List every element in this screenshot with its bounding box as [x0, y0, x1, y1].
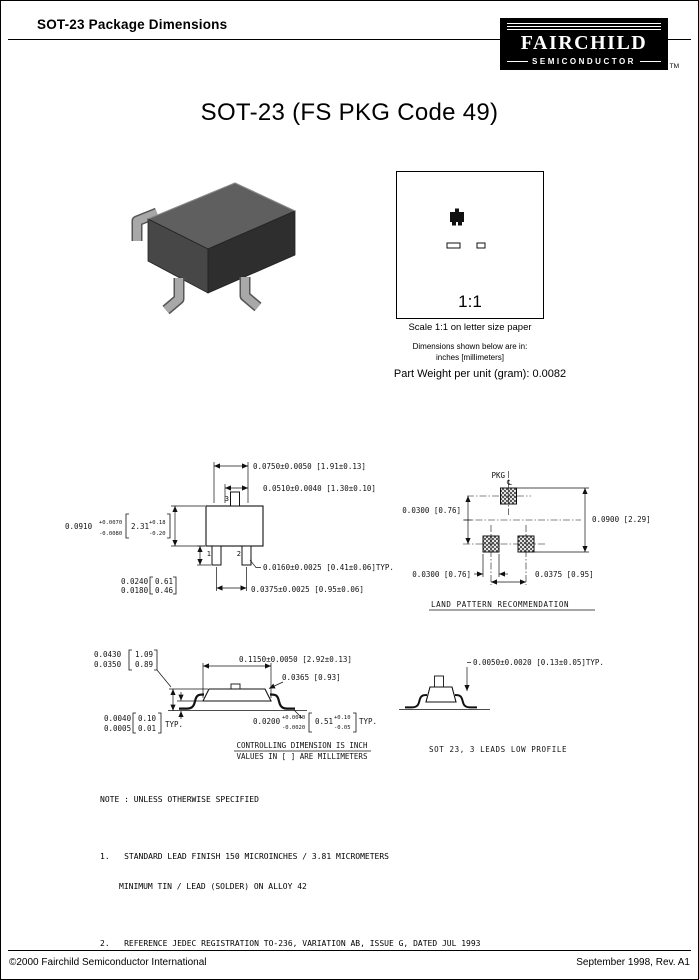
dim-lead-thickness-mm: 0.51	[315, 717, 334, 726]
logo-subtitle-row	[507, 57, 661, 66]
footer-revision: September 1998, Rev. A1	[576, 957, 690, 968]
dim-lead-thickness-in: 0.0200	[253, 717, 281, 726]
note-1-line-2: MINIMUM TIN / LEAD (SOLDER) ON ALLOY 42	[119, 882, 307, 891]
package-3d-body	[148, 183, 295, 293]
footer-divider	[8, 950, 691, 951]
controlling-dimension-note-line2: VALUES IN [ ] ARE MILLIMETERS	[236, 752, 368, 761]
package-end-view-1to1-icon	[477, 243, 485, 248]
units-note-line2: inches [millimeters]	[435, 353, 504, 362]
dim-pattern-height-label: 0.0900 [2.29]	[592, 515, 651, 524]
dim-lead-length-mm-max: 0.61	[155, 577, 174, 586]
dim-height-in-min: 0.0350	[94, 660, 122, 669]
logo-stripe	[507, 29, 661, 30]
dim-lead-length-in-max: 0.0240	[121, 577, 149, 586]
end-view-caption: SOT 23, 3 LEADS LOW PROFILE	[429, 745, 568, 754]
dim-lead-coplanarity-label: 0.0050±0.0020 [0.13±0.05]TYP.	[473, 658, 604, 667]
notes-spacer	[100, 825, 481, 832]
top-view-outline	[206, 492, 263, 565]
dim-body-length-mm: 2.31	[131, 522, 150, 531]
logo-trademark: TM	[669, 63, 679, 70]
controlling-dimension-note-line1: CONTROLLING DIMENSION IS INCH	[236, 741, 368, 750]
dim-lead-pitch-label: 0.0375±0.0025 [0.95±0.06]	[251, 585, 364, 594]
dim-lead-thickness-in-plus: +0.0040	[282, 715, 306, 721]
dim-lead-width-label: 0.0160±0.0025 [0.41±0.06]TYP.	[263, 563, 394, 572]
dim-body-length-in-plus: +0.0070	[99, 520, 123, 526]
dim-top-flat-label: 0.0365 [0.93]	[282, 673, 341, 682]
units-note-line1: Dimensions shown below are in:	[412, 342, 528, 351]
dim-height-in-max: 0.0430	[94, 650, 122, 659]
dim-body-length-in-minus: -0.0080	[99, 531, 123, 537]
scale-1to1-box	[396, 171, 544, 319]
dim-standoff-in-min: 0.0005	[104, 724, 132, 733]
pin3-label: 3	[224, 495, 229, 503]
logo-wordmark: FAIRCHILD	[520, 32, 648, 54]
dim-pad-width-label: 0.0300 [0.76]	[412, 570, 471, 579]
dim-lead-thickness-in-minus: -0.0020	[282, 725, 306, 731]
side-view-labels	[94, 650, 377, 761]
dim-lead-length-mm-min: 0.46	[155, 586, 174, 595]
scale-caption: Scale 1:1 on letter size paper	[408, 322, 532, 333]
end-view-labels	[429, 658, 604, 754]
dim-standoff-typ: TYP.	[165, 720, 184, 729]
dim-standoff-mm-min: 0.01	[138, 724, 157, 733]
end-view-outline	[399, 676, 490, 709]
dim-body-length-mm-plus: +0.18	[149, 520, 166, 526]
notes-section	[100, 775, 481, 969]
logo-rule-right	[640, 61, 661, 62]
dim-height-mm-max: 1.09	[135, 650, 154, 659]
dim-lead-thickness-typ: TYP.	[359, 717, 378, 726]
dim-lead-thickness-mm-minus: -0.05	[334, 725, 351, 731]
part-weight: Part Weight per unit (gram): 0.0082	[393, 368, 567, 380]
package-top-view-1to1-icon	[450, 209, 464, 226]
end-view-dimension-lines	[467, 663, 471, 692]
centerline-symbol: ℄	[507, 478, 512, 487]
dim-standoff-mm-max: 0.10	[138, 714, 157, 723]
notes-spacer	[100, 912, 481, 919]
dim-lead-thickness-mm-plus: +0.10	[334, 715, 351, 721]
page-title: SOT-23 Package Dimensions	[37, 17, 228, 32]
dim-body-width-label: 0.0510±0.0040 [1.30±0.10]	[263, 484, 376, 493]
dim-height-mm-min: 0.89	[135, 660, 154, 669]
dim-lead-length-in-min: 0.0180	[121, 586, 149, 595]
document-title: SOT-23 (FS PKG Code 49)	[200, 99, 499, 126]
logo-stripe	[507, 23, 661, 24]
note-2: 2. REFERENCE JEDEC REGISTRATION TO-236, VARIATION AB, ISSUE G, DATED JUL 1993	[100, 939, 481, 948]
land-pattern-caption: LAND PATTERN RECOMMENDATION	[431, 600, 570, 609]
dim-standoff-in-max: 0.0040	[104, 714, 132, 723]
logo-rule-left	[507, 61, 528, 62]
logo-subtitle: SEMICONDUCTOR	[532, 57, 636, 66]
fairchild-logo	[500, 18, 679, 70]
dim-body-length-in: 0.0910	[65, 522, 93, 531]
pin1-label: 1	[206, 550, 211, 558]
dim-overall-length-label: 0.1150±0.0050 [2.92±0.13]	[239, 655, 352, 664]
dim-pad-offset-label: 0.0300 [0.76]	[402, 506, 461, 515]
dim-pad-pitch-label: 0.0375 [0.95]	[535, 570, 594, 579]
logo-box	[500, 18, 668, 70]
package-3d-image	[93, 159, 323, 339]
package-side-view-1to1-icon	[447, 243, 460, 248]
logo-stripe	[507, 26, 661, 27]
notes-heading: NOTE : UNLESS OTHERWISE SPECIFIED	[100, 795, 259, 804]
pin2-label: 2	[236, 550, 241, 558]
dim-body-length-mm-minus: -0.20	[149, 531, 166, 537]
scale-ratio-label: 1:1	[458, 292, 482, 311]
note-1-line-1: 1. STANDARD LEAD FINISH 150 MICROINCHES / 3.81 MICROMETERS	[100, 852, 389, 861]
dim-overall-width-label: 0.0750±0.0050 [1.91±0.13]	[253, 462, 366, 471]
footer-copyright: ©2000 Fairchild Semiconductor International	[9, 957, 207, 968]
pkg-label: PKG	[491, 471, 505, 480]
dimension-drawings	[1, 451, 699, 773]
actual-size-icons	[397, 172, 541, 282]
side-view-outline	[168, 684, 307, 711]
